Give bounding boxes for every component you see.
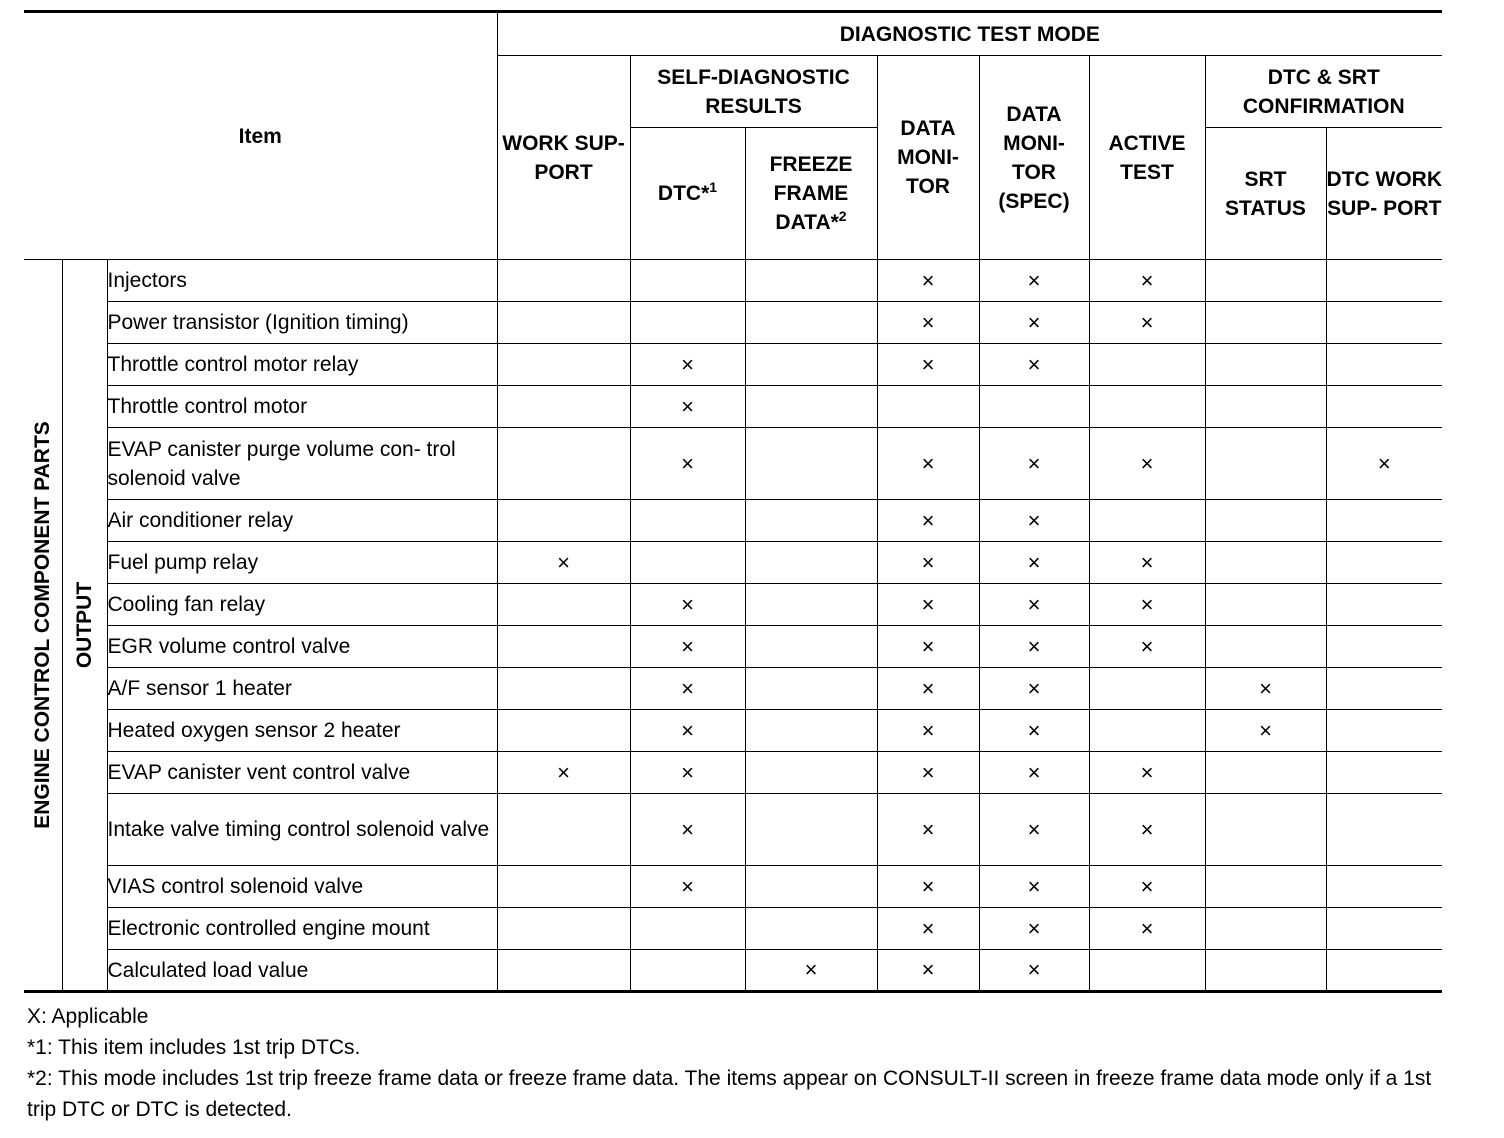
mark-cell (745, 584, 877, 626)
mark-cell (1326, 794, 1442, 866)
mark-cell: × (1205, 710, 1326, 752)
mark-cell: × (1326, 428, 1442, 500)
mark-cell (1326, 344, 1442, 386)
mark-cell: × (1089, 542, 1205, 584)
table-row (24, 302, 1442, 344)
mark-cell: × (877, 584, 979, 626)
mark-cell (745, 428, 877, 500)
mark-cell (1326, 302, 1442, 344)
mark-cell (497, 626, 630, 668)
row-item-label: EGR volume control valve (107, 626, 497, 668)
mark-cell (1326, 584, 1442, 626)
table-row (24, 908, 1442, 950)
mark-cell: × (877, 866, 979, 908)
row-item-label: Calculated load value (107, 950, 497, 992)
mark-cell: × (630, 710, 745, 752)
subgroup-label: OUTPUT (72, 581, 96, 669)
table-row (24, 950, 1442, 992)
mark-cell: × (1089, 260, 1205, 302)
mark-cell: × (877, 626, 979, 668)
header-data-monitor-spec: DATA MONI- TOR (SPEC) (979, 56, 1089, 260)
row-item-label: EVAP canister vent control valve (107, 752, 497, 794)
mark-cell (877, 386, 979, 428)
mark-cell: × (979, 668, 1089, 710)
row-item-label: Intake valve timing control solenoid valve (107, 794, 497, 866)
table-row (24, 428, 1442, 500)
mark-cell: × (1089, 584, 1205, 626)
mark-cell (745, 500, 877, 542)
mark-cell (1205, 386, 1326, 428)
row-item-label: Injectors (107, 260, 497, 302)
mark-cell (630, 500, 745, 542)
mark-cell: × (979, 542, 1089, 584)
header-active-test: ACTIVE TEST (1089, 56, 1205, 260)
mark-cell: × (877, 344, 979, 386)
mark-cell (497, 260, 630, 302)
mark-cell (1205, 542, 1326, 584)
mark-cell: × (1089, 752, 1205, 794)
mark-cell (630, 908, 745, 950)
mark-cell: × (979, 500, 1089, 542)
footnote-1: *1: This item includes 1st trip DTCs. (27, 1036, 361, 1059)
row-item-label: Heated oxygen sensor 2 heater (107, 710, 497, 752)
header-srt-status: SRT STATUS (1205, 128, 1326, 260)
table-row (24, 386, 1442, 428)
mark-cell (1205, 794, 1326, 866)
mark-cell: × (497, 752, 630, 794)
mark-cell: × (877, 428, 979, 500)
mark-cell: × (1089, 302, 1205, 344)
mark-cell: × (630, 344, 745, 386)
header-diagnostic-test-mode: DIAGNOSTIC TEST MODE (497, 12, 1442, 56)
mark-cell (1205, 260, 1326, 302)
mark-cell (1089, 386, 1205, 428)
document-page (24, 10, 1442, 1125)
mark-cell: × (1089, 908, 1205, 950)
row-item-label: Cooling fan relay (107, 584, 497, 626)
mark-cell: × (497, 542, 630, 584)
row-item-label: Throttle control motor relay (107, 344, 497, 386)
mark-cell (745, 908, 877, 950)
mark-cell (1089, 668, 1205, 710)
mark-cell (1205, 626, 1326, 668)
row-item-label: Throttle control motor (107, 386, 497, 428)
mark-cell (1326, 866, 1442, 908)
mark-cell (630, 950, 745, 992)
mark-cell: × (877, 950, 979, 992)
mark-cell (1326, 542, 1442, 584)
mark-cell (1326, 710, 1442, 752)
table-row (24, 866, 1442, 908)
row-item-label: VIAS control solenoid valve (107, 866, 497, 908)
row-item-label: A/F sensor 1 heater (107, 668, 497, 710)
mark-cell: × (630, 752, 745, 794)
mark-cell: × (1089, 794, 1205, 866)
mark-cell (745, 752, 877, 794)
mark-cell: × (630, 626, 745, 668)
mark-cell (497, 668, 630, 710)
mark-cell (1205, 950, 1326, 992)
mark-cell (1326, 260, 1442, 302)
mark-cell: × (877, 710, 979, 752)
mark-cell (630, 260, 745, 302)
mark-cell: × (979, 302, 1089, 344)
mark-cell (1089, 710, 1205, 752)
mark-cell (745, 794, 877, 866)
mark-cell: × (1089, 866, 1205, 908)
mark-cell (979, 386, 1089, 428)
table-row (24, 794, 1442, 866)
mark-cell: × (979, 260, 1089, 302)
table-row (24, 626, 1442, 668)
footnotes (24, 1001, 1442, 1125)
mark-cell (1205, 866, 1326, 908)
group-label-cell (24, 260, 62, 992)
mark-cell (745, 302, 877, 344)
mark-cell (497, 386, 630, 428)
header-dtc-work-support: DTC WORK SUP- PORT (1326, 128, 1442, 260)
mark-cell (497, 500, 630, 542)
mark-cell (497, 950, 630, 992)
mark-cell: × (630, 866, 745, 908)
mark-cell (497, 710, 630, 752)
mark-cell (1205, 908, 1326, 950)
mark-cell (745, 260, 877, 302)
header-dtc: DTC*$^1$ (630, 128, 745, 260)
mark-cell: × (877, 500, 979, 542)
mark-cell: × (1205, 668, 1326, 710)
mark-cell: × (745, 950, 877, 992)
mark-cell (1326, 950, 1442, 992)
row-item-label: Electronic controlled engine mount (107, 908, 497, 950)
row-item-label: Fuel pump relay (107, 542, 497, 584)
mark-cell: × (630, 668, 745, 710)
header-item: Item (24, 12, 497, 260)
mark-cell: × (979, 344, 1089, 386)
mark-cell (745, 668, 877, 710)
mark-cell: × (979, 794, 1089, 866)
mark-cell (1205, 302, 1326, 344)
mark-cell: × (877, 302, 979, 344)
mark-cell: × (877, 668, 979, 710)
mark-cell (1326, 752, 1442, 794)
mark-cell (1089, 500, 1205, 542)
mark-cell (497, 584, 630, 626)
mark-cell: × (877, 794, 979, 866)
mark-cell: × (979, 866, 1089, 908)
mark-cell (1326, 668, 1442, 710)
mark-cell: × (1089, 428, 1205, 500)
mark-cell: × (630, 386, 745, 428)
mark-cell: × (630, 428, 745, 500)
mark-cell (745, 542, 877, 584)
table-body (24, 260, 1442, 992)
table-row (24, 584, 1442, 626)
mark-cell (1089, 950, 1205, 992)
mark-cell (1326, 500, 1442, 542)
row-item-label: Power transistor (Ignition timing) (107, 302, 497, 344)
mark-cell (745, 626, 877, 668)
mark-cell (1205, 584, 1326, 626)
mark-cell: × (877, 908, 979, 950)
mark-cell (745, 710, 877, 752)
subgroup-label-cell (62, 260, 107, 992)
mark-cell: × (630, 584, 745, 626)
header-freeze-frame-data: FREEZE FRAME DATA*$^2$ (745, 128, 877, 260)
header-self-diagnostic-results: SELF-DIAGNOSTIC RESULTS (630, 56, 877, 128)
table-row (24, 542, 1442, 584)
mark-cell (497, 302, 630, 344)
row-item-label: Air conditioner relay (107, 500, 497, 542)
mark-cell: × (877, 260, 979, 302)
mark-cell (1326, 908, 1442, 950)
table-row (24, 344, 1442, 386)
mark-cell (1326, 386, 1442, 428)
mark-cell (497, 866, 630, 908)
mark-cell (745, 344, 877, 386)
mark-cell (497, 794, 630, 866)
mark-cell (497, 344, 630, 386)
footnote-applicable: X: Applicable (27, 1005, 149, 1028)
mark-cell: × (979, 626, 1089, 668)
mark-cell: × (1089, 626, 1205, 668)
mark-cell (1205, 752, 1326, 794)
mark-cell (497, 908, 630, 950)
group-label: ENGINE CONTROL COMPONENT PARTS (30, 421, 54, 829)
mark-cell: × (979, 752, 1089, 794)
diagnostic-mode-table (24, 10, 1442, 993)
mark-cell (497, 428, 630, 500)
mark-cell (630, 542, 745, 584)
mark-cell (1205, 344, 1326, 386)
mark-cell (745, 866, 877, 908)
mark-cell: × (877, 542, 979, 584)
mark-cell: × (979, 584, 1089, 626)
table-row (24, 668, 1442, 710)
mark-cell: × (979, 428, 1089, 500)
header-data-monitor: DATA MONI- TOR (877, 56, 979, 260)
row-item-label: EVAP canister purge volume con- trol solenoid valve (107, 428, 497, 500)
mark-cell (1089, 344, 1205, 386)
mark-cell (745, 386, 877, 428)
footnote-2: *2: This mode includes 1st trip freeze frame data or freeze frame data. The items appear on CONSULT-II screen in freeze frame data mode only if a 1st trip DTC or DTC is detected. (27, 1067, 1432, 1121)
mark-cell (1205, 428, 1326, 500)
header-dtc-srt-confirmation: DTC & SRT CONFIRMATION (1205, 56, 1442, 128)
mark-cell: × (979, 950, 1089, 992)
table-row (24, 260, 1442, 302)
table-row (24, 752, 1442, 794)
mark-cell (1205, 500, 1326, 542)
table-row (24, 500, 1442, 542)
mark-cell: × (979, 908, 1089, 950)
mark-cell: × (979, 710, 1089, 752)
mark-cell (630, 302, 745, 344)
header-work-support: WORK SUP- PORT (497, 56, 630, 260)
mark-cell: × (877, 752, 979, 794)
mark-cell (1326, 626, 1442, 668)
table-row (24, 710, 1442, 752)
mark-cell: × (630, 794, 745, 866)
